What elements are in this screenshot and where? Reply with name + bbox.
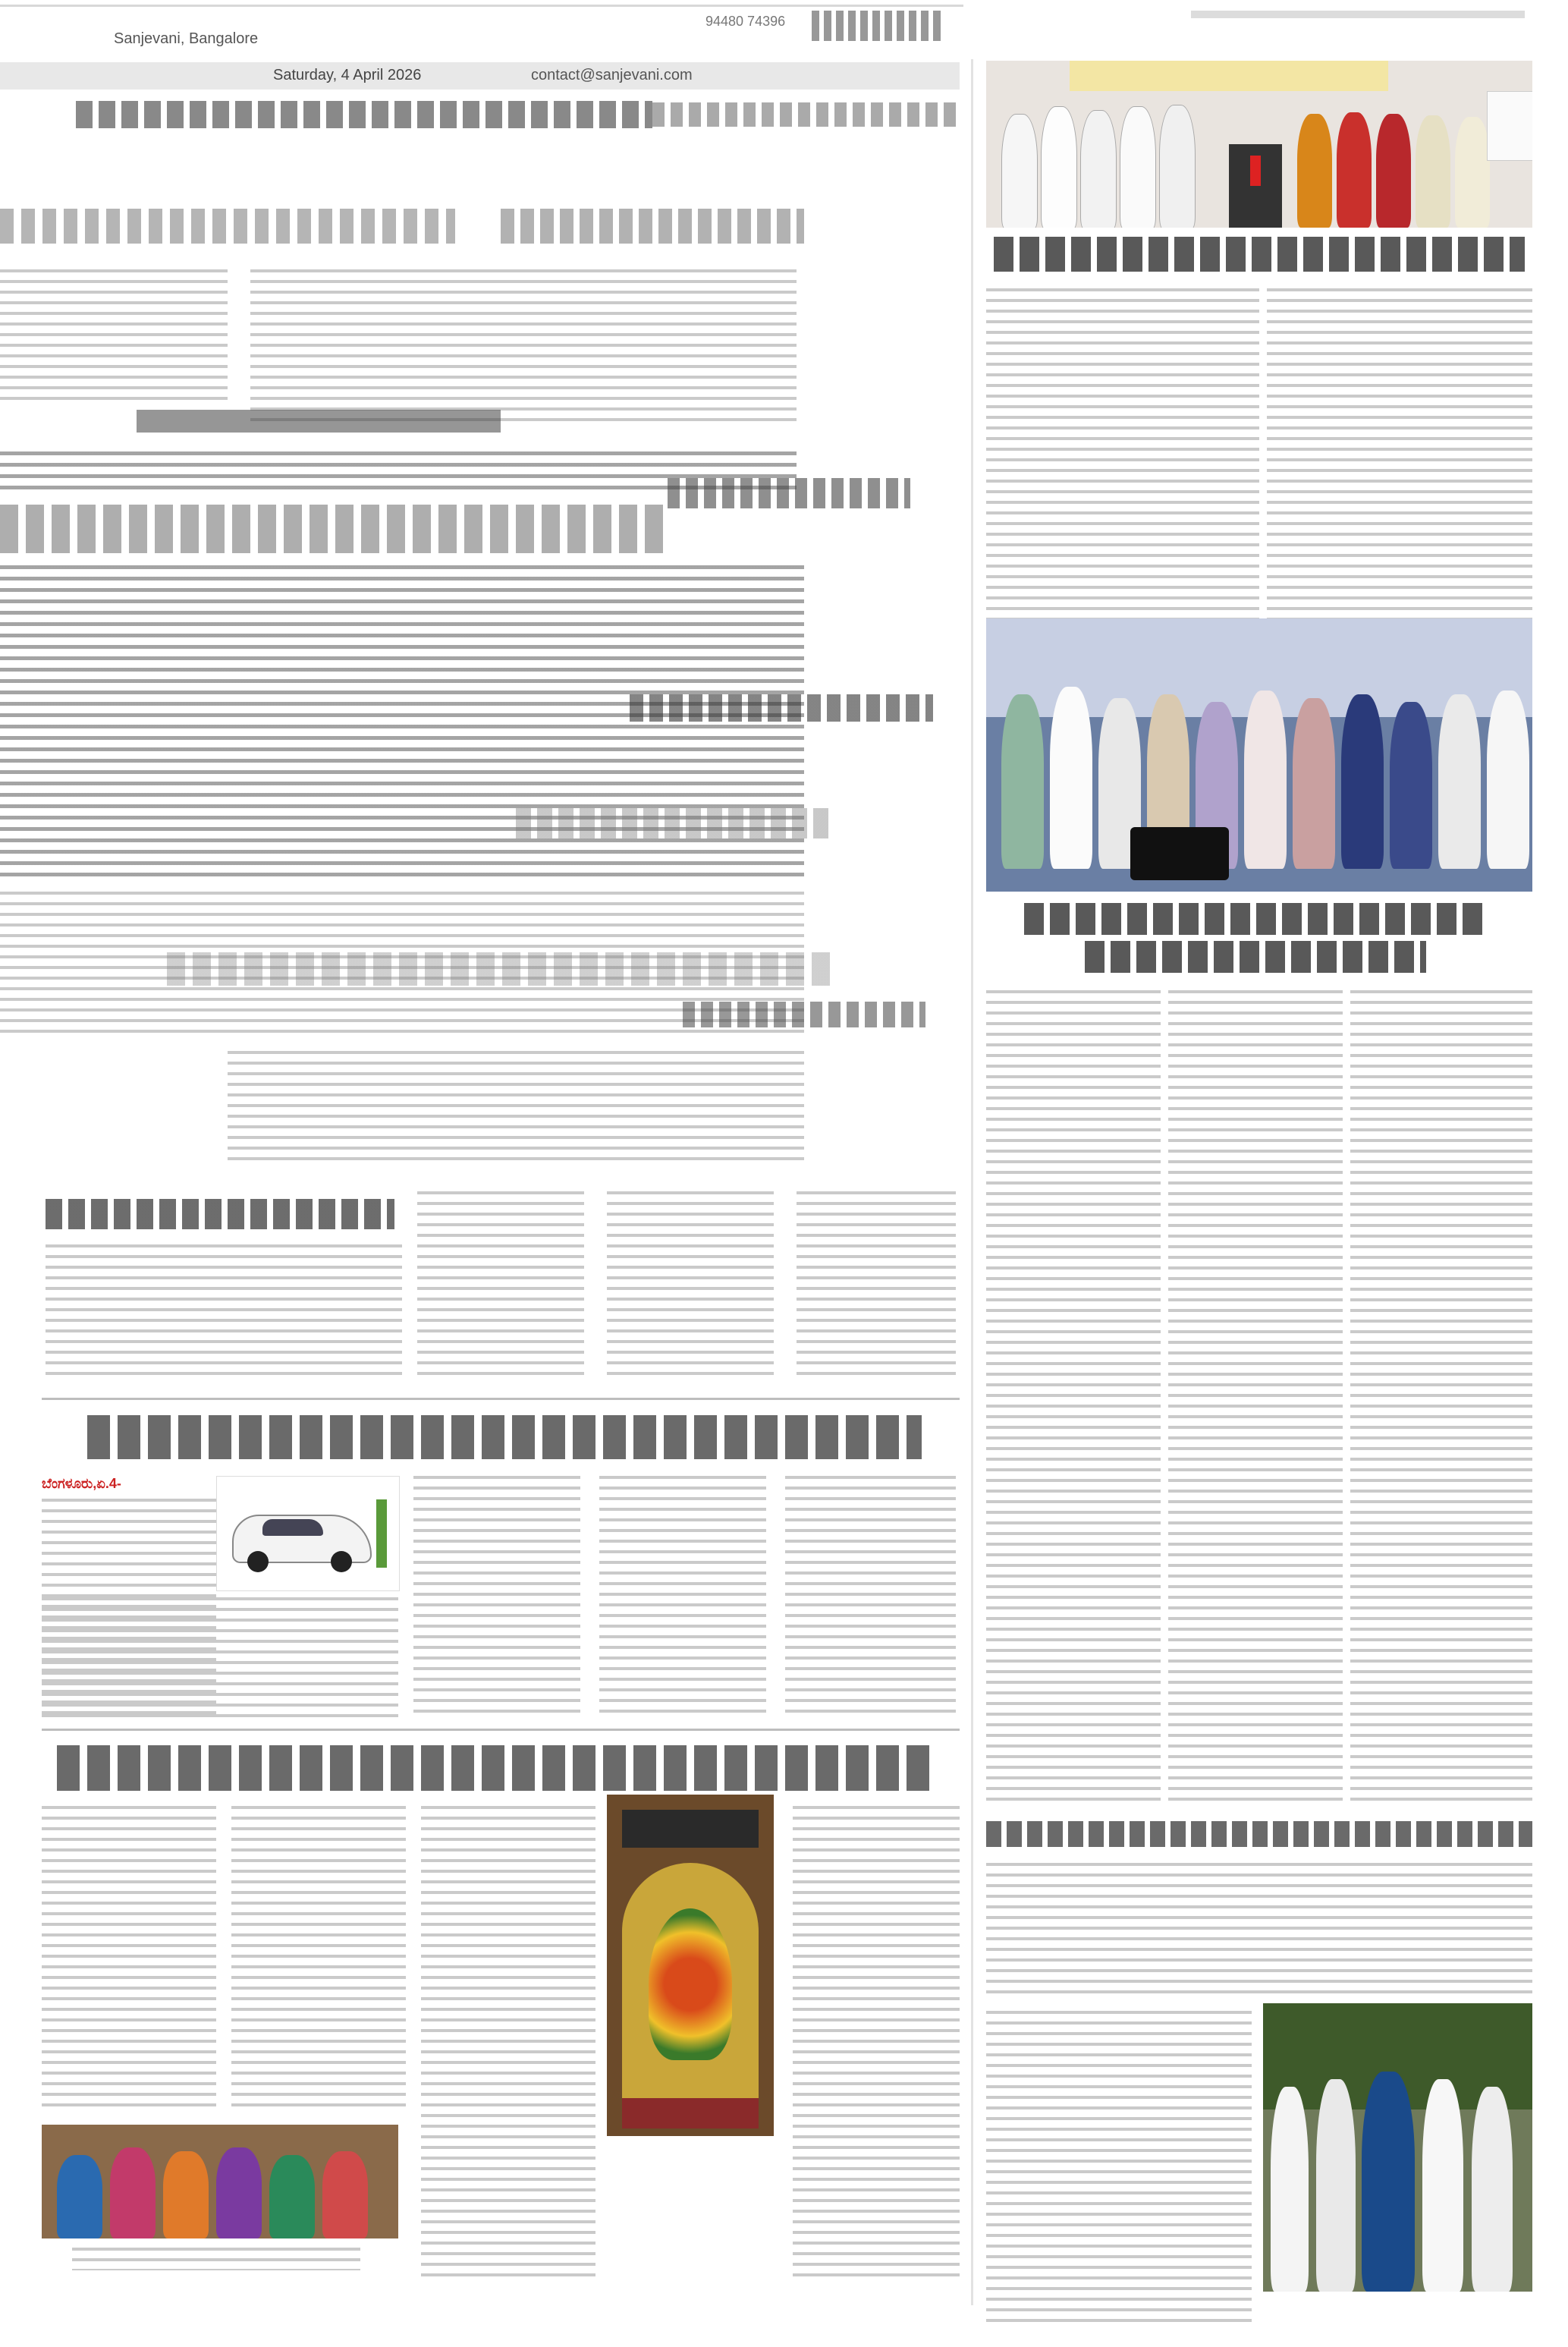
overprint-text-5: [228, 1051, 804, 1165]
ev-col-4: [599, 1476, 766, 1719]
mid-headline-blocks: [630, 694, 933, 722]
masthead-phone: 94480 74396: [705, 14, 786, 29]
article-seven-col-4: [797, 1191, 956, 1381]
divider-temple: [42, 1729, 960, 1731]
subhead-bar: [137, 410, 501, 433]
award-person-1: [1001, 694, 1044, 869]
outdoor-person-4: [1422, 2079, 1463, 2292]
divider-ev: [42, 1398, 960, 1400]
temple-headline-blocks: [57, 1745, 937, 1791]
award-person-8: [1341, 694, 1384, 869]
ghost-headline-2-blocks: [167, 952, 834, 986]
temple-col-4: [793, 1806, 960, 2276]
date-strip: [0, 62, 960, 90]
man-2: [1041, 106, 1077, 228]
ev-car-photo: [216, 1476, 400, 1591]
ev-col-3: [413, 1476, 580, 1719]
distorted-headline-2-blocks: [501, 209, 804, 244]
distorted-headline-1-blocks: [0, 209, 455, 244]
distorted-text-block-a: [0, 269, 228, 406]
kicker-headline-blocks: [76, 101, 652, 128]
woman-b: [1337, 112, 1372, 228]
man-4: [1120, 106, 1156, 228]
speaker: [1130, 827, 1229, 880]
banner: [1070, 61, 1388, 91]
right-headline-2-line-2-blocks: [1085, 941, 1426, 973]
temple-col-3: [421, 1806, 595, 2276]
woman-2: [110, 2147, 156, 2238]
shrine-garland: [649, 1908, 732, 2060]
group-photo-banner: [986, 61, 1532, 228]
temple-shrine-photo: [607, 1795, 774, 2136]
article-ev: [42, 1408, 960, 1734]
right-text-2a: [986, 990, 1161, 1802]
right-headline-2-line-1-blocks: [1024, 903, 1487, 935]
woman-6: [322, 2151, 368, 2238]
outdoor-group-photo: [1263, 2003, 1532, 2292]
logo-block: [812, 11, 941, 41]
top-rule: [0, 5, 963, 7]
screen: [1487, 91, 1532, 161]
ev-dateline: ಬೆಂಗಳೂರು,ಏ.4-: [42, 1476, 121, 1491]
masthead-date: Saturday, 4 April 2026: [273, 67, 422, 83]
article-seven-col-3: [607, 1191, 774, 1381]
ev-col-5: [785, 1476, 956, 1719]
shrine-sign: [622, 1810, 759, 1848]
man-5: [1159, 105, 1196, 228]
article-seven: [46, 1191, 960, 1389]
temple-crowd-photo: [42, 2125, 398, 2238]
award-person-7: [1293, 698, 1335, 869]
temple-col-1: [42, 1806, 216, 2109]
charger: [376, 1499, 387, 1568]
woman-5: [269, 2155, 315, 2238]
right-text-2c: [1350, 990, 1532, 1802]
award-person-10: [1438, 694, 1481, 869]
right-text-3a: [986, 1863, 1532, 1999]
award-ceremony-photo: [986, 618, 1532, 892]
ghost-headline-3-blocks: [683, 1002, 925, 1027]
article-temple: [42, 1738, 960, 2284]
masthead-contact: contact@sanjevani.com: [531, 67, 693, 83]
left-top-region: [0, 95, 960, 1188]
ev-headline-blocks: [87, 1415, 922, 1459]
masthead-right-rule: [1191, 11, 1525, 18]
award-person-11: [1487, 691, 1529, 869]
outdoor-person-2: [1316, 2079, 1356, 2292]
article-seven-col-2: [417, 1191, 584, 1381]
kicker-headline-right-blocks: [652, 102, 956, 127]
right-headline-1-blocks: [994, 237, 1525, 272]
right-text-2b: [1168, 990, 1343, 1802]
large-distorted-headline-blocks: [0, 505, 668, 553]
award-person-2: [1050, 687, 1092, 869]
woman-3: [163, 2151, 209, 2238]
masthead: [0, 0, 1568, 83]
woman-d: [1416, 115, 1450, 228]
car-wheel-front: [247, 1551, 269, 1572]
woman-c: [1376, 114, 1411, 228]
masthead-title: Sanjevani, Bangalore: [114, 30, 259, 47]
man-3: [1080, 110, 1117, 228]
shrine-base: [622, 2098, 759, 2128]
article-seven-headline-blocks: [46, 1199, 394, 1229]
woman-4: [216, 2147, 262, 2238]
temple-col-2: [231, 1806, 406, 2109]
column-divider: [971, 59, 973, 2305]
outdoor-person-1: [1271, 2087, 1309, 2292]
podium-cross: [1250, 156, 1261, 186]
man-1: [1001, 114, 1038, 228]
woman-1: [57, 2155, 102, 2238]
right-text-1b: [1267, 288, 1532, 653]
distorted-text-block-b: [250, 269, 797, 421]
car-window: [262, 1519, 323, 1536]
overprint-text-3: [0, 725, 804, 876]
award-person-9: [1390, 702, 1432, 869]
outdoor-person-5: [1472, 2087, 1513, 2292]
car-wheel-rear: [331, 1551, 352, 1572]
temple-photo-caption: [72, 2248, 360, 2270]
woman-a: [1297, 114, 1332, 228]
inline-headline-blocks: [668, 478, 910, 508]
right-text-3b: [986, 2011, 1252, 2330]
right-headline-3-blocks: [986, 1821, 1532, 1847]
article-seven-col-1: [46, 1244, 402, 1381]
right-column: [979, 61, 1540, 2307]
ghost-headline-blocks: [516, 808, 834, 838]
ev-col-2: [42, 1597, 398, 1719]
right-text-1a: [986, 288, 1259, 653]
woman-e: [1455, 117, 1490, 228]
outdoor-person-3: [1362, 2072, 1415, 2292]
award-person-6: [1244, 691, 1287, 869]
